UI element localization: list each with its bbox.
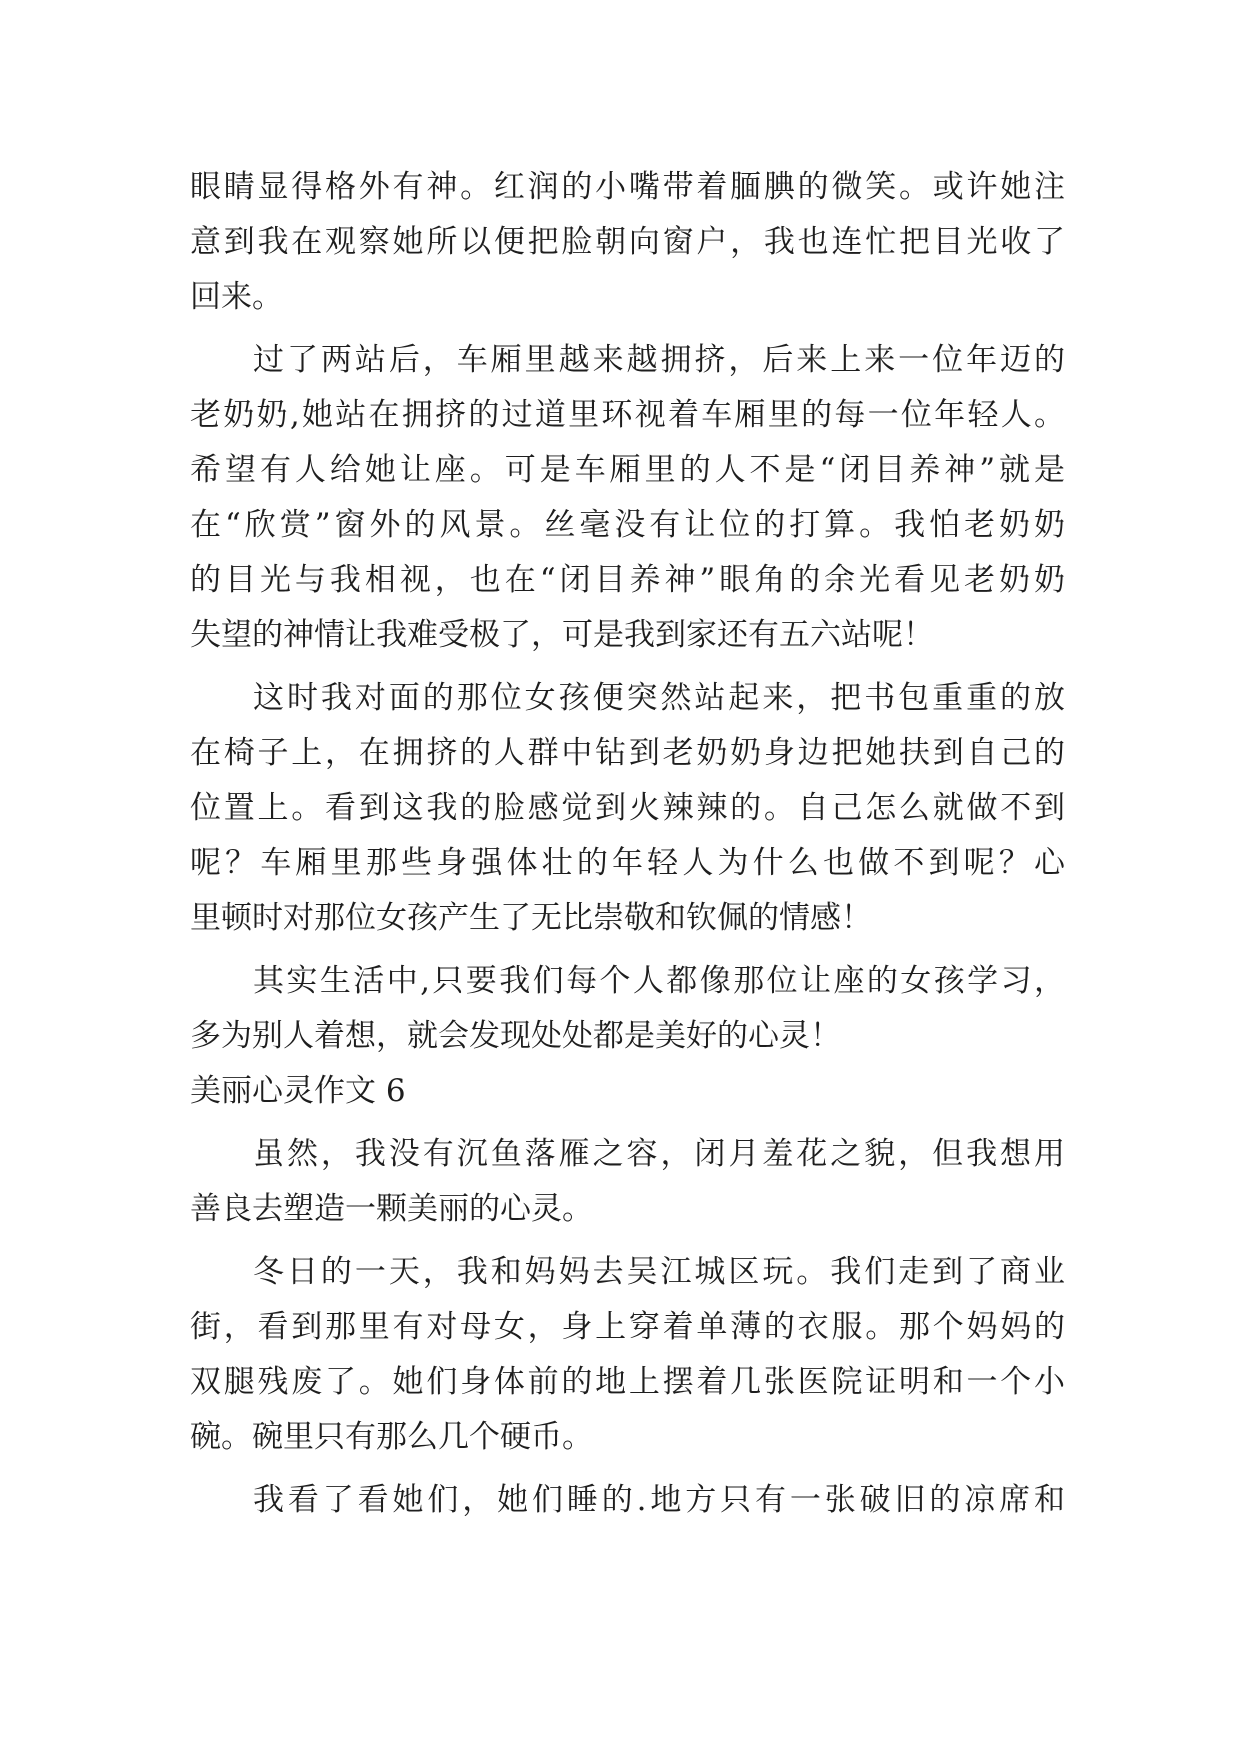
paragraph — [190, 1127, 1065, 1237]
text-line: 碗。碗里只有那么几个硬币。 — [190, 1419, 593, 1455]
paragraph — [190, 160, 1065, 325]
text-line: 回来。 — [190, 279, 283, 315]
paragraph — [190, 671, 1065, 946]
text-line: 虽然，我没有沉鱼落雁之容，闭月羞花之貌，但我想用 — [253, 1136, 1065, 1172]
text-line: 多为别人着想，就会发现处处都是美好的心灵！ — [190, 1018, 841, 1054]
text-line: 在“欣赏”窗外的风景。丝毫没有让位的打算。我怕老奶奶 — [190, 507, 1065, 543]
paragraph — [190, 333, 1065, 663]
text-line: 眼睛显得格外有神。红润的小嘴带着腼腆的微笑。或许她注 — [190, 169, 1065, 205]
text-line: 希望有人给她让座。可是车厢里的人不是“闭目养神”就是 — [190, 452, 1065, 488]
text-line: 冬日的一天，我和妈妈去吴江城区玩。我们走到了商业 — [253, 1254, 1065, 1290]
paragraph — [190, 1245, 1065, 1465]
text-line: 失望的神情让我难受极了，可是我到家还有五六站呢！ — [190, 617, 934, 653]
text-line: 意到我在观察她所以便把脸朝向窗户，我也连忙把目光收了 — [190, 224, 1065, 260]
text-line: 位置上。看到这我的脸感觉到火辣辣的。自己怎么就做不到 — [190, 790, 1065, 826]
text-line: 的目光与我相视，也在“闭目养神”眼角的余光看见老奶奶 — [190, 562, 1065, 598]
text-line: 双腿残废了。她们身体前的地上摆着几张医院证明和一个小 — [190, 1364, 1065, 1400]
text-line: 里顿时对那位女孩产生了无比崇敬和钦佩的情感！ — [190, 900, 872, 936]
text-line: 老奶奶,她站在拥挤的过道里环视着车厢里的每一位年轻人。 — [190, 397, 1065, 433]
text-line: 街，看到那里有对母女，身上穿着单薄的衣服。那个妈妈的 — [190, 1309, 1065, 1345]
paragraph — [190, 954, 1065, 1064]
section-heading: 美丽心灵作文 6 — [190, 1073, 406, 1109]
text-line: 这时我对面的那位女孩便突然站起来，把书包重重的放 — [253, 680, 1065, 716]
text-line: 其实生活中,只要我们每个人都像那位让座的女孩学习， — [253, 963, 1065, 999]
text-line: 我看了看她们，她们睡的.地方只有一张破旧的凉席和 — [253, 1482, 1065, 1518]
text-line: 善良去塑造一颗美丽的心灵。 — [190, 1191, 593, 1227]
paragraph — [190, 1473, 1065, 1528]
text-line: 在椅子上，在拥挤的人群中钻到老奶奶身边把她扶到自己的 — [190, 735, 1065, 771]
text-line: 呢？车厢里那些身强体壮的年轻人为什么也做不到呢？心 — [190, 845, 1065, 881]
text-line: 过了两站后，车厢里越来越拥挤，后来上来一位年迈的 — [253, 342, 1065, 378]
document-body — [190, 160, 1065, 1528]
